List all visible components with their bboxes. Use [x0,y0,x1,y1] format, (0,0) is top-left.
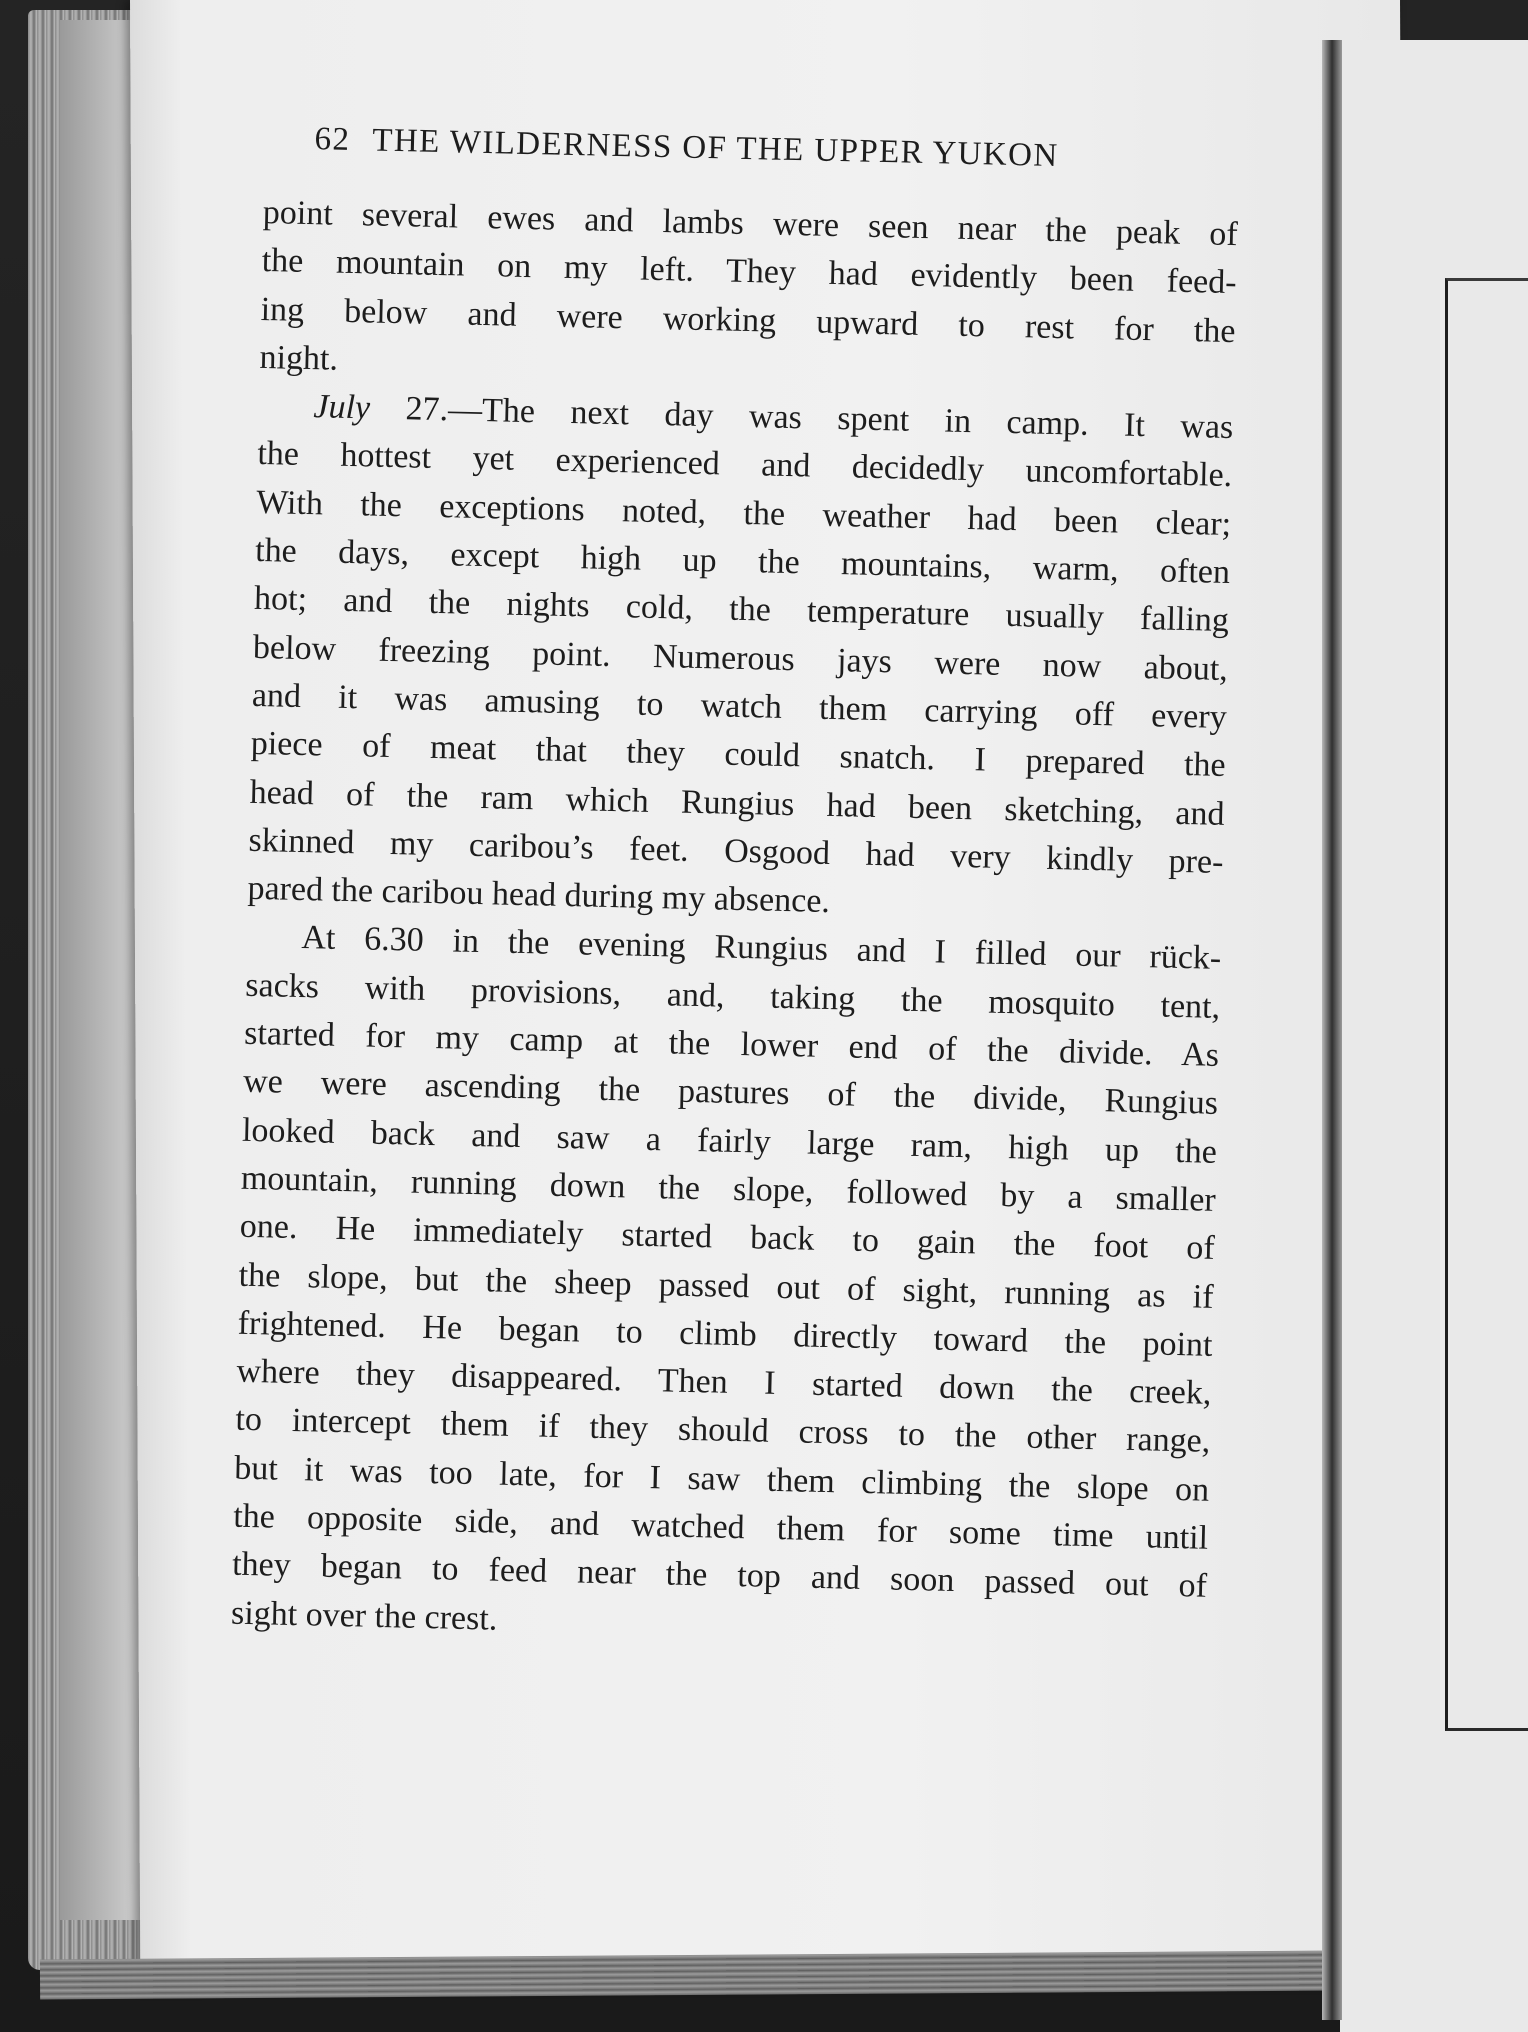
text-line: night. [259,338,339,378]
text-line: frightened. He began to climb directly toward the point [237,1304,1213,1364]
text-line: and it was amusing to watch them carrying off every [251,676,1228,736]
text-line: the days, except high up the mountains, warm, often [254,531,1231,592]
text-line: one. He immediately started back to gain the foot of [239,1207,1216,1268]
text-line: July 27.—The next day was spent in camp. It was [313,388,1234,447]
text-line: point several ewes and lambs were seen near the peak of [262,193,1239,254]
right-page-frame [1445,278,1528,1731]
text-line: hot; and the nights cold, the temperature usually falling [253,580,1230,640]
text-line: sight over the crest. [230,1594,498,1638]
text-line: we were ascending the pastures of the divide, Rungius [242,1063,1219,1123]
text-line: At 6.30 in the evening Rungius and I filled our rück- [301,919,1222,978]
text-line: the hottest yet experienced and decidedly uncomfortable. [257,435,1233,495]
page-number: 62 [314,121,351,158]
text-line: With the exceptions noted, the weather had been clear; [255,483,1232,543]
text-line: the slope, but the sheep passed out of sight, running as if [238,1256,1214,1316]
text-line: skinned my caribou’s feet. Osgood had very kindly pre- [248,821,1224,881]
page-text [231,120,1240,1660]
text-line: sacks with provisions, and, taking the mosquito tent, [244,966,1221,1026]
paragraph-1 [259,189,1238,404]
text-line: they began to feed near the top and soon passed out of [231,1545,1208,1606]
paragraph-3 [231,913,1222,1659]
text-line: looked back and saw a fairly large ram, high up the [241,1111,1218,1171]
text-line: the opposite side, and watched them for some time until [232,1497,1209,1557]
text-line: ing below and were working upward to rest for the [260,290,1236,350]
text-line: piece of meat that they could snatch. I prepared the [250,725,1227,785]
text-line: pared the caribou head during my absence. [247,869,831,921]
text-line: but it was too late, for I saw them climbing the slope on [233,1449,1210,1509]
book-title: THE WILDERNESS OF THE UPPER YUKON [371,122,1059,175]
text-line: mountain, running down the slope, followed by a smaller [240,1159,1217,1219]
text-line: the mountain on my left. They had evidently been feed- [261,242,1237,302]
text-line: head of the ram which Rungius had been sketching, and [249,773,1225,833]
book-gutter [1322,40,1342,2020]
text-line: started for my camp at the lower end of the divide. As [243,1014,1220,1074]
text-line: where they disappeared. Then I started down the creek, [236,1352,1212,1412]
paragraph-2 [247,382,1234,935]
dateline: July [313,388,371,427]
text-line: to intercept them if they should cross to the other range, [235,1401,1211,1461]
text-line: below freezing point. Numerous jays were now about, [252,628,1229,688]
